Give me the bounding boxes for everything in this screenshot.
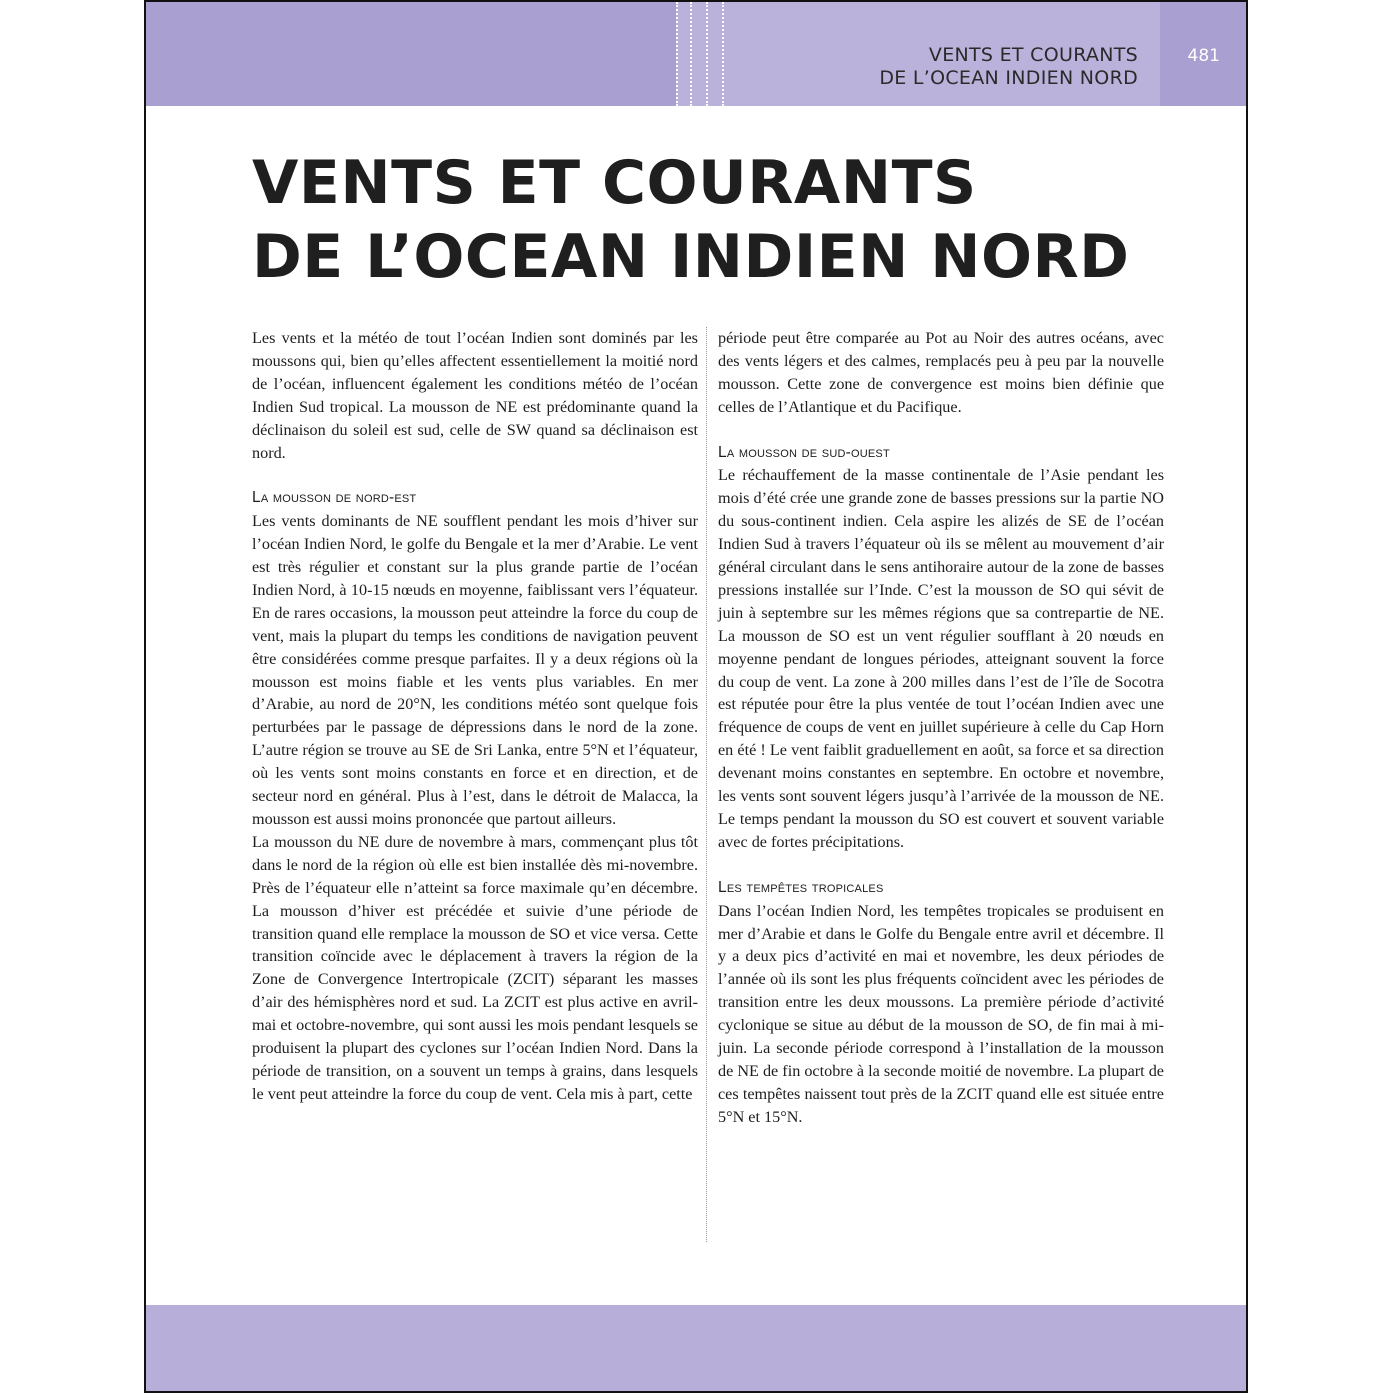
column-divider bbox=[706, 327, 707, 1242]
running-header-line1: VENTS ET COURANTS bbox=[928, 44, 1138, 66]
page-title-line2: DE L’OCEAN INDIEN NORD bbox=[252, 222, 1130, 292]
left-column bbox=[252, 327, 698, 1106]
ne-monsoon-paragraph-2: La mousson du NE dure de novembre à mars, commençant plus tôt dans le nord de la région où elle est bien installée dès mi-novembre. Près de l’équateur elle n’atteint sa force maximale qu’en décembre. La mousson d’hiver est précédée et suivie d’une période de transition quand elle remplace la mousson de SO et vice versa. Cette transition coïncide avec le déplacement à travers la région de la Zone de Convergence Intertropicale (ZCIT) séparant les masses d’air des hémisphères nord et sud. La ZCIT est plus active en avril-mai et octobre-novembre, qui sont aussi les mois pendant lesquels se produisent la plupart des cyclones sur l’océan Indien Nord. Dans la période de transition, on a souvent un temps à grains, dans lesquels le vent peut atteindre la force du coup de vent. Cela mis à part, cette bbox=[252, 832, 698, 1103]
page-number: 481 bbox=[1187, 46, 1220, 66]
right-column bbox=[718, 327, 1164, 1129]
header-dotted-rule bbox=[676, 2, 678, 106]
tropical-storms-paragraph: Dans l’océan Indien Nord, les tempêtes tropicales se produisent en mer d’Arabie et dans le Golfe du Bengale entre avril et décembre. Il y a deux pics d’activité en mai et novembre, les deux périodes de l’année où ils sont les plus fréquents coïncident avec les périodes de transition entre les deux moussons. La première période d’activité cyclonique se situe au début de la mousson de SO, de fin mai à mi-juin. La seconde période correspond à l’installation de la mousson de NE de fin octobre à la seconde moitié de novembre. La plupart de ces tempêtes naissent tout près de la ZCIT quand elle est située entre 5°N et 15°N. bbox=[718, 901, 1164, 1126]
header-dotted-rule bbox=[722, 2, 724, 106]
page-title-line1: VENTS ET COURANTS bbox=[252, 148, 977, 218]
page-footer-band bbox=[146, 1305, 1246, 1391]
running-header-line2: DE L’OCEAN INDIEN NORD bbox=[879, 67, 1138, 89]
ne-monsoon-paragraph-1: Les vents dominants de NE soufflent pendant les mois d’hiver sur l’océan Indien Nord, le golfe du Bengale et la mer d’Arabie. Le vent est très régulier et constant sur la plus grande partie de l’océan Indien Nord, à 10-15 nœuds en moyenne, faiblissant vers l’équateur. En de rares occasions, la mousson peut atteindre la force du coup de vent, mais la plupart du temps les conditions de navigation peuvent être considérées comme presque parfaites. Il y a deux régions où la mousson est moins fiable et les vents plus variables. En mer d’Arabie, au nord de 20°N, les conditions météo sont quelque fois perturbées par le passage de dépressions dans le nord de la zone. L’autre région se trouve au SE de Sri Lanka, entre 5°N et l’équateur, où les vents sont moins constants en force et en direction, et de secteur nord en général. Plus à l’est, dans le détroit de Malacca, la mousson est aussi moins prononcée que partout ailleurs. bbox=[252, 512, 698, 829]
header-dotted-rule bbox=[706, 2, 708, 106]
page-title bbox=[252, 146, 1232, 294]
section-heading-ne-monsoon: La mousson de nord-est bbox=[252, 489, 417, 507]
running-header-title bbox=[879, 44, 1138, 90]
section-heading-tropical-storms: Les tempêtes tropicales bbox=[718, 878, 884, 896]
book-page bbox=[144, 0, 1248, 1393]
intro-paragraph: Les vents et la météo de tout l’océan Indien sont dominés par les moussons qui, bien qu’elles affectent essentiellement la moitié nord de l’océan, influencent également les conditions météo de l’océan Indien Sud tropical. La mousson de NE est prédominante quand la déclinaison du soleil est sud, celle de SW quand sa déclinaison est nord. bbox=[252, 329, 698, 462]
sw-monsoon-paragraph: Le réchauffement de la masse continentale de l’Asie pendant les mois d’été crée une grande zone de basses pressions sur la partie NO du sous-continent indien. Cela aspire les alizés de SE de l’océan Indien Sud à travers l’équateur où ils se mêlent au mouvement d’air général circulant dans le sens antihoraire autour de la zone de basses pressions installée sur l’Inde. C’est la mousson de SO qui sévit de juin à septembre sur les mêmes régions que sa contrepartie de NE. La mousson de SO est un vent régulier soufflant à 20 nœuds en moyenne pendant de longues périodes, atteignant souvent la force du coup de vent. La zone à 200 milles dans l’est de l’île de Socotra est réputée pour être la plus ventée de tout l’océan Indien avec une fréquence de coups de vent en juillet supérieure à celle du Cap Horn en été ! Le vent faiblit graduellement en août, sa force et sa direction devenant moins constantes en septembre. En octobre et novembre, les vents sont souvent légers jusqu’à l’arrivée de la mousson de NE. Le temps pendant la mousson du SO est couvert et souvent variable avec de fortes précipitations. bbox=[718, 466, 1164, 851]
page-header-band bbox=[146, 2, 1246, 106]
continuation-paragraph: période peut être comparée au Pot au Noir des autres océans, avec des vents légers et des calmes, remplacés peu à peu par la nouvelle mousson. Cette zone de convergence est moins bien définie que celles de l’Atlantique et du Pacifique. bbox=[718, 329, 1164, 416]
header-dotted-rule bbox=[690, 2, 692, 106]
section-heading-sw-monsoon: La mousson de sud-ouest bbox=[718, 443, 890, 461]
